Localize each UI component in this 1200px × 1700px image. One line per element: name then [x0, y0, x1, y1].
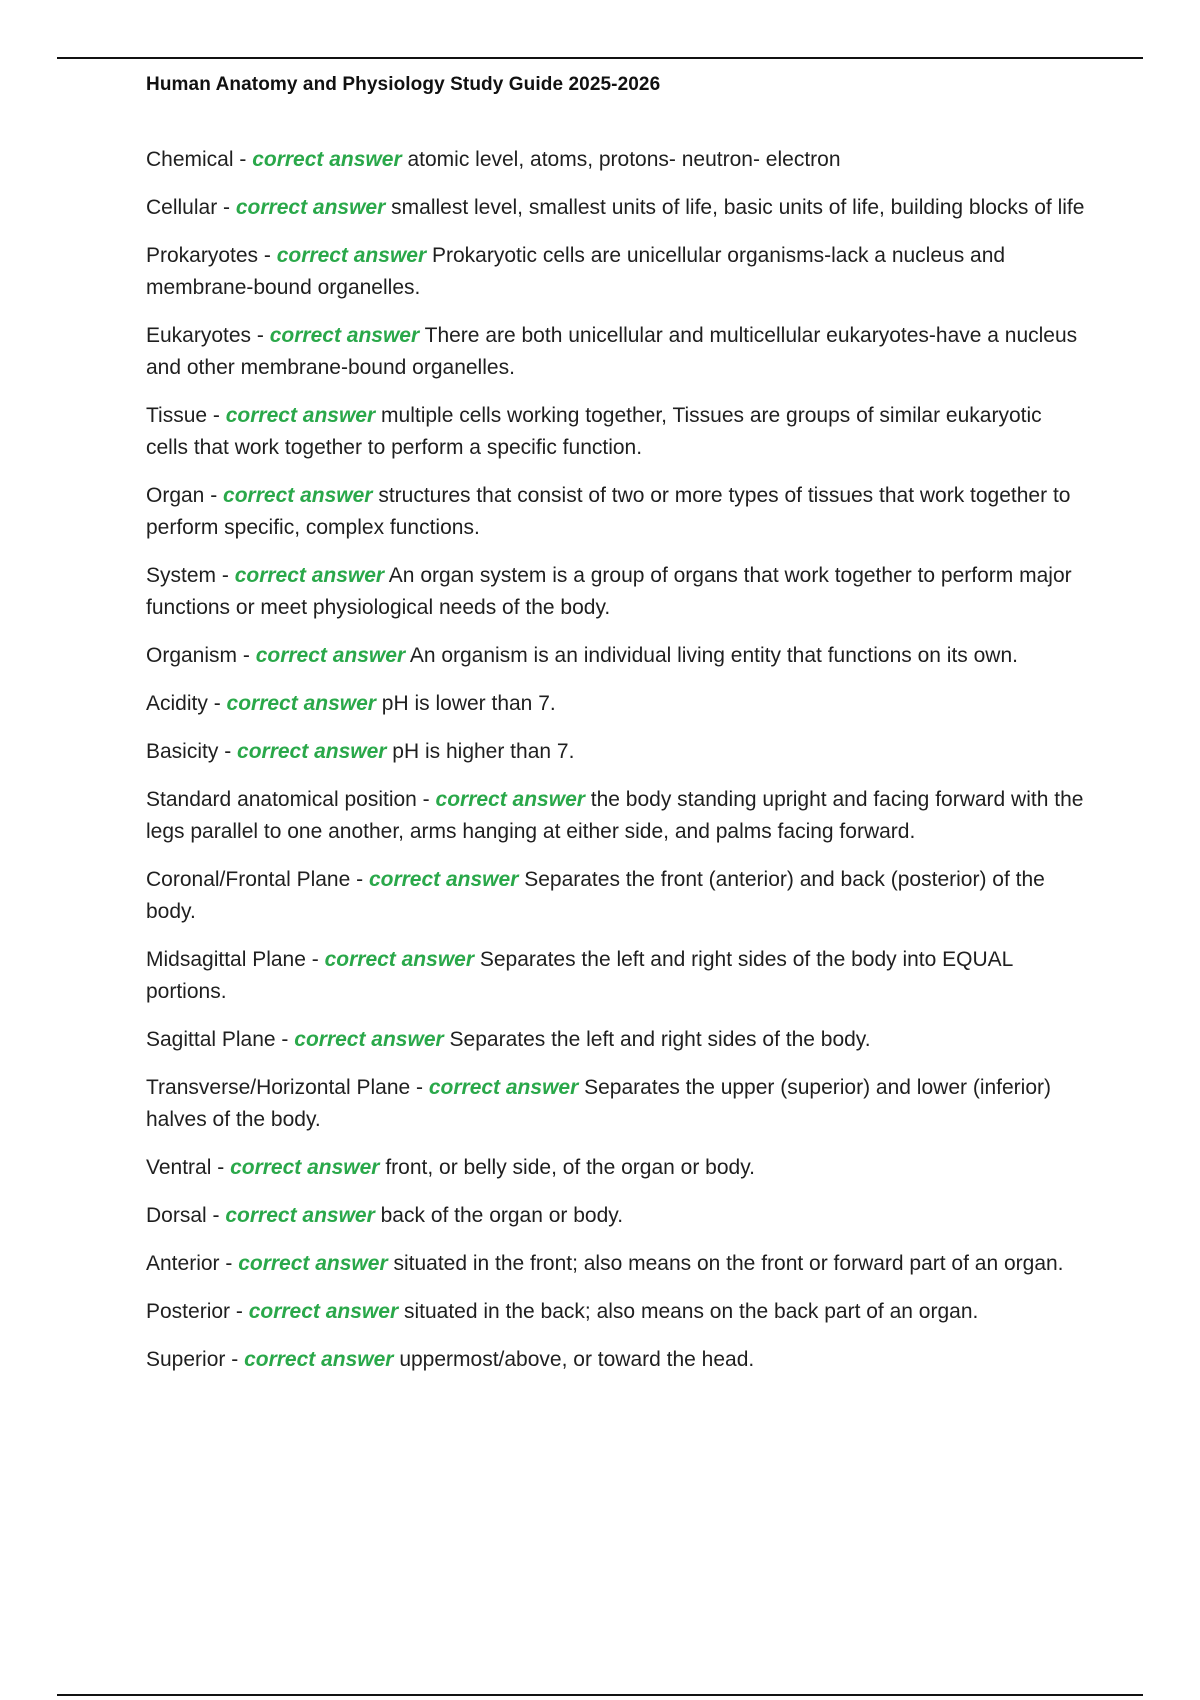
entry-separator: -	[225, 1348, 245, 1371]
entry-definition: front, or belly side, of the organ or body.	[385, 1156, 755, 1179]
entry-definition: back of the organ or body.	[380, 1204, 624, 1227]
entry-definition: atomic level, atoms, protons- neutron- electron	[407, 148, 841, 171]
entry-definition: An organism is an individual living entity that functions on its own.	[409, 644, 1018, 667]
entry-definition: pH is higher than 7.	[392, 740, 575, 763]
entry-term: Eukaryotes	[146, 324, 252, 347]
entry-term: Acidity	[146, 692, 208, 715]
entry-term: Cellular	[146, 196, 218, 219]
entry-definition: multiple cells working together, Tissues are groups of similar eukaryotic cells that work together to perform a specific function.	[146, 404, 1042, 459]
correct-answer-label: correct answer	[252, 148, 402, 171]
entry-term: Superior	[146, 1348, 226, 1371]
glossary-entry	[146, 864, 1086, 928]
entry-separator: -	[251, 324, 270, 347]
entry-definition: smallest level, smallest units of life, basic units of life, building blocks of life	[391, 196, 1085, 219]
entry-separator: -	[237, 644, 256, 667]
entry-term: Basicity	[146, 740, 219, 763]
entry-separator: -	[207, 692, 227, 715]
document-header-title: Human Anatomy and Physiology Study Guide 2025-2026	[146, 74, 661, 95]
entry-separator: -	[206, 1204, 226, 1227]
entry-definition: situated in the back; also means on the back part of an organ.	[403, 1300, 979, 1323]
glossary-entry	[146, 480, 1086, 544]
correct-answer-label: correct answer	[237, 740, 387, 763]
entry-term: Chemical	[146, 148, 234, 171]
entry-definition: Separates the front (anterior) and back (posterior) of the body.	[146, 868, 1045, 923]
entry-definition: Separates the left and right sides of the body into EQUAL portions.	[146, 948, 1013, 1003]
entry-term: Coronal/Frontal Plane	[146, 868, 351, 891]
entry-term: Anterior	[146, 1252, 220, 1275]
glossary-entry	[146, 1152, 1086, 1184]
entry-term: Sagittal Plane	[146, 1028, 276, 1051]
correct-answer-label: correct answer	[244, 1348, 394, 1371]
glossary-entry	[146, 944, 1086, 1008]
entry-separator: -	[230, 1300, 249, 1323]
correct-answer-label: correct answer	[248, 1300, 399, 1323]
correct-answer-label: correct answer	[226, 692, 376, 715]
glossary-entry	[146, 1248, 1086, 1280]
entry-separator: -	[216, 564, 235, 587]
entry-separator: -	[211, 1156, 231, 1179]
entry-term: Dorsal	[146, 1204, 207, 1227]
entry-term: Standard anatomical position	[146, 788, 417, 811]
entry-separator: -	[204, 484, 224, 507]
glossary-entry	[146, 400, 1086, 464]
entry-separator: -	[410, 1076, 429, 1099]
correct-answer-label: correct answer	[255, 644, 406, 667]
entry-definition: uppermost/above, or toward the head.	[399, 1348, 755, 1371]
entry-separator: -	[350, 868, 369, 891]
glossary-entry	[146, 144, 1086, 176]
glossary-entry	[146, 240, 1086, 304]
entry-separator: -	[305, 948, 325, 971]
glossary-entry	[146, 320, 1086, 384]
entry-definition: Separates the left and right sides of the body.	[449, 1028, 871, 1051]
entry-term: Tissue	[146, 404, 208, 427]
header-rule	[57, 57, 1143, 59]
entry-separator: -	[219, 1252, 239, 1275]
glossary-entry	[146, 1024, 1086, 1056]
glossary-entry	[146, 784, 1086, 848]
entry-definition: There are both unicellular and multicellular eukaryotes-have a nucleus and other membrane-bound organelles.	[146, 324, 1078, 379]
correct-answer-label: correct answer	[276, 244, 427, 267]
entry-term: Ventral	[146, 1156, 212, 1179]
glossary-entry	[146, 688, 1086, 720]
entry-definition: structures that consist of two or more types of tissues that work together to perform specific, complex functions.	[146, 484, 1071, 539]
entry-term: Organ	[146, 484, 205, 507]
correct-answer-label: correct answer	[230, 1156, 380, 1179]
glossary-entry	[146, 1200, 1086, 1232]
correct-answer-label: correct answer	[324, 948, 475, 971]
glossary-entry	[146, 1296, 1086, 1328]
glossary-entry	[146, 192, 1086, 224]
glossary-entry	[146, 1344, 1086, 1376]
glossary-entry	[146, 736, 1086, 768]
correct-answer-label: correct answer	[235, 196, 386, 219]
entry-separator: -	[258, 244, 277, 267]
entry-separator: -	[275, 1028, 295, 1051]
entry-definition: situated in the front; also means on the front or forward part of an organ.	[393, 1252, 1064, 1275]
entry-separator: -	[218, 740, 238, 763]
entry-separator: -	[416, 788, 436, 811]
entry-separator: -	[217, 196, 236, 219]
entry-definition: An organ system is a group of organs that work together to perform major functions or meet physiological needs of the body.	[146, 564, 1072, 619]
correct-answer-label: correct answer	[435, 788, 585, 811]
entry-term: Transverse/Horizontal Plane	[146, 1076, 411, 1099]
entry-term: Prokaryotes	[146, 244, 259, 267]
entry-definition: the body standing upright and facing forward with the legs parallel to one another, arms hanging at either side, and palms facing forward.	[146, 788, 1084, 843]
glossary-entry	[146, 640, 1086, 672]
entry-separator: -	[207, 404, 226, 427]
entry-definition: pH is lower than 7.	[381, 692, 556, 715]
entry-term: Posterior	[146, 1300, 231, 1323]
correct-answer-label: correct answer	[428, 1076, 579, 1099]
entry-term: System	[146, 564, 217, 587]
correct-answer-label: correct answer	[238, 1252, 388, 1275]
glossary-entry	[146, 1072, 1086, 1136]
correct-answer-label: correct answer	[223, 484, 373, 507]
correct-answer-label: correct answer	[234, 564, 385, 587]
entry-definition: Prokaryotic cells are unicellular organisms-lack a nucleus and membrane-bound organelles.	[146, 244, 1006, 299]
entry-definition: Separates the upper (superior) and lower (inferior) halves of the body.	[146, 1076, 1052, 1131]
correct-answer-label: correct answer	[368, 868, 519, 891]
study-guide-entries	[146, 144, 1086, 1392]
correct-answer-label: correct answer	[225, 1204, 375, 1227]
correct-answer-label: correct answer	[269, 324, 420, 347]
correct-answer-label: correct answer	[225, 404, 376, 427]
entry-term: Organism	[146, 644, 238, 667]
entry-term: Midsagittal Plane	[146, 948, 306, 971]
glossary-entry	[146, 560, 1086, 624]
correct-answer-label: correct answer	[294, 1028, 444, 1051]
entry-separator: -	[233, 148, 253, 171]
footer-rule	[57, 1694, 1143, 1696]
